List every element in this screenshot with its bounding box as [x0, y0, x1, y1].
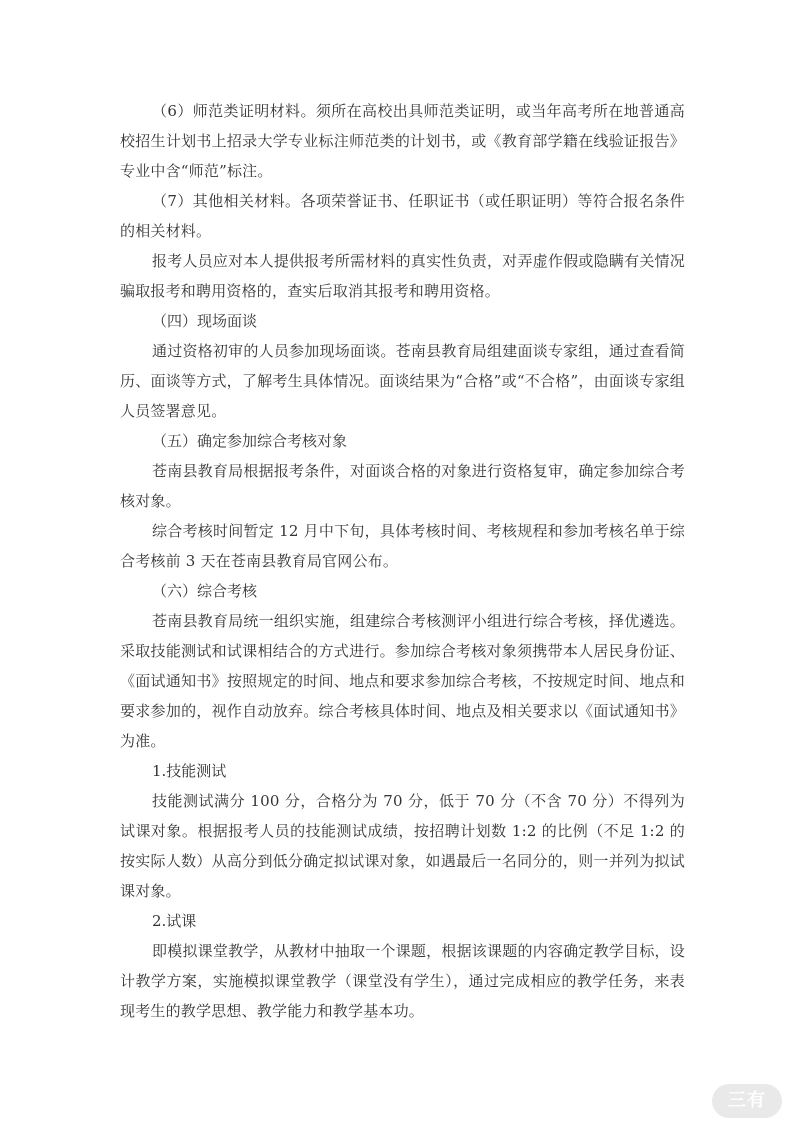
- heading-comprehensive-assessment: （六）综合考核: [152, 582, 258, 600]
- heading-assessment-candidates: （五）确定参加综合考核对象: [152, 432, 348, 450]
- heading-trial-lesson: 2.试课: [152, 912, 197, 930]
- paragraph-authenticity: 报考人员应对本人提供报考所需材料的真实性负责，对弄虚作假或隐瞒有关情况骗取报考和聘用资格的，查实后取消其报考和聘用资格。: [120, 252, 685, 300]
- paragraph-other-materials: （7）其他相关材料。各项荣誉证书、任职证书（或任职证明）等符合报名条件的相关材料。: [120, 192, 685, 240]
- paragraph-requalification: 苍南县教育局根据报考条件，对面谈合格的对象进行资格复审，确定参加综合考核对象。: [120, 462, 685, 510]
- paragraph-assessment-procedure: 苍南县教育局统一组织实施，组建综合考核测评小组进行综合考核，择优遴选。采取技能测试和试课相结合的方式进行。参加综合考核对象须携带本人居民身份证、《面试通知书》按照规定的时间、地点和要求参加综合考核，不按规定时间、地点和要求参加的，视作自动放弃。综合考核具体时间、地点及相关要求以《面试通知书》为准。: [120, 612, 685, 750]
- paragraph-teacher-certificate: （6）师范类证明材料。须所在高校出具师范类证明，或当年高考所在地普通高校招生计划书上招录大学专业标注师范类的计划书，或《教育部学籍在线验证报告》专业中含“师范”标注。: [120, 102, 685, 180]
- document-body: [120, 96, 685, 1026]
- paragraph-skill-test: 技能测试满分 100 分，合格分为 70 分，低于 70 分（不含 70 分）不得列为试课对象。根据报考人员的技能测试成绩，按招聘计划数 1:2 的比例（不足 1:2 的按实际人数）从高分到低分确定拟试课对象，如遇最后一名同分的，则一并列为拟试课对象。: [120, 792, 685, 900]
- paragraph-assessment-time: 综合考核时间暂定 12 月中下旬，具体考核时间、考核规程和参加考核名单于综合考核前 3 天在苍南县教育局官网公布。: [120, 522, 685, 570]
- watermark-logo: 三有: [712, 1084, 782, 1118]
- heading-interview: （四）现场面谈: [152, 312, 258, 330]
- paragraph-trial-lesson: 即模拟课堂教学，从教材中抽取一个课题，根据该课题的内容确定教学目标，设计教学方案，实施模拟课堂教学（课堂没有学生），通过完成相应的教学任务，来表现考生的教学思想、教学能力和教学基本功。: [120, 942, 685, 1020]
- heading-skill-test: 1.技能测试: [152, 762, 227, 780]
- paragraph-interview: 通过资格初审的人员参加现场面谈。苍南县教育局组建面谈专家组，通过查看简历、面谈等方式，了解考生具体情况。面谈结果为“合格”或“不合格”，由面谈专家组人员签署意见。: [120, 342, 685, 420]
